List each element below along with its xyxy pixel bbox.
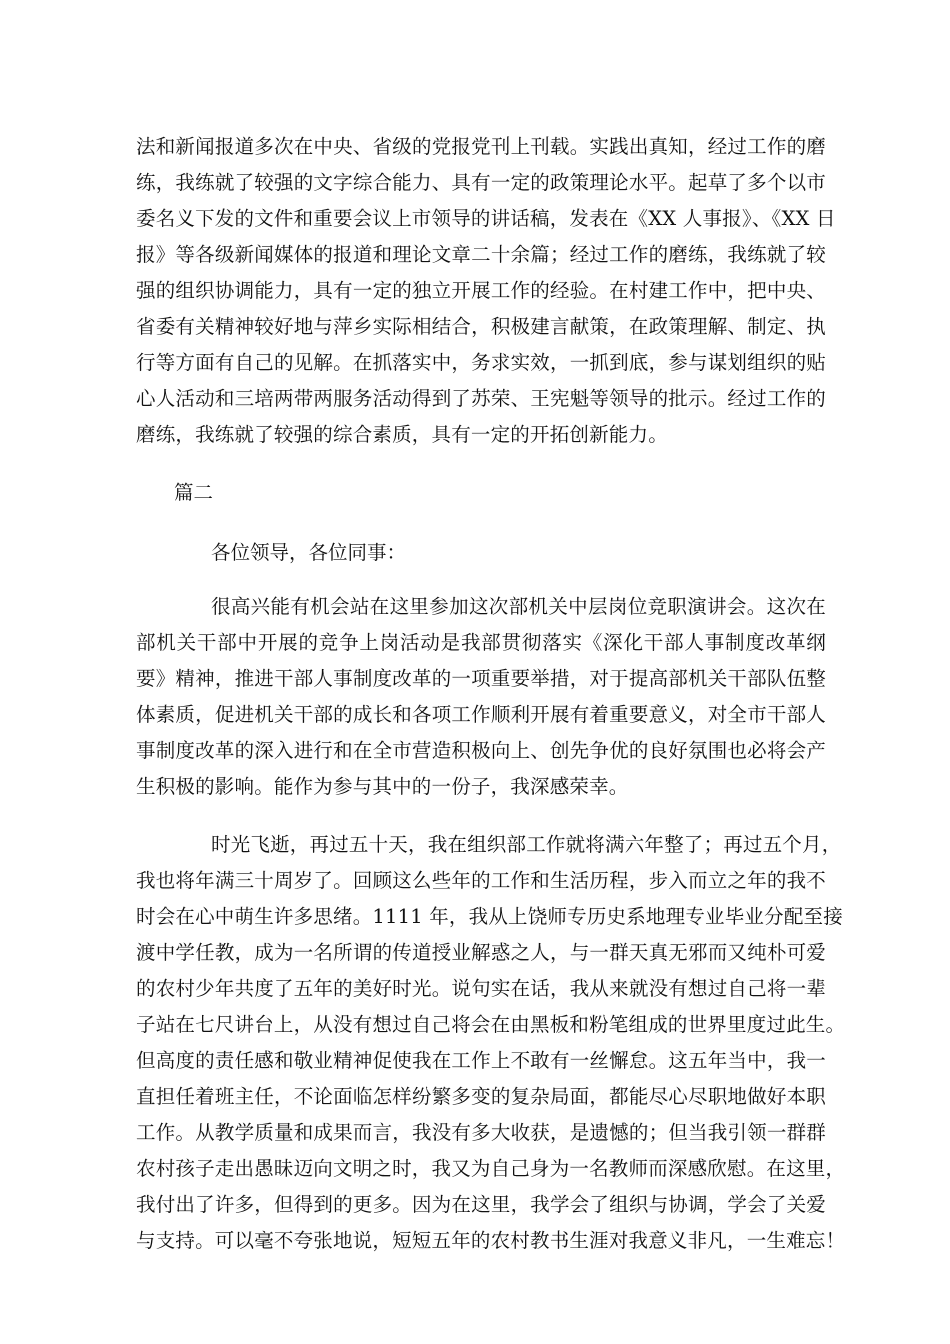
paragraph-line: 部机关干部中开展的竞争上岗活动是我部贯彻落实《深化干部人事制度改革纲: [136, 631, 826, 654]
paragraph-line: 法和新闻报道多次在中央、省级的党报党刊上刊载。实践出真知，经过工作的磨: [136, 135, 826, 158]
paragraph-line: 报》等各级新闻媒体的报道和理论文章二十余篇；经过工作的磨练，我练就了较: [136, 243, 826, 266]
section-heading: 篇二: [174, 481, 214, 504]
paragraph-line: 时光飞逝，再过五十天，我在组织部工作就将满六年整了；再过五个月，: [211, 833, 842, 856]
paragraph-line: 农村孩子走出愚昧迈向文明之时，我又为自己身为一名教师而深感欣慰。在这里，: [136, 1157, 846, 1180]
paragraph-line: 与支持。可以毫不夸张地说，短短五年的农村教书生涯对我意义非凡，一生难忘！: [136, 1229, 846, 1252]
paragraph-line: 我付出了许多，但得到的更多。因为在这里，我学会了组织与协调，学会了关爱: [136, 1193, 826, 1216]
paragraph-line: 要》精神，推进干部人事制度改革的一项重要举措，对于提高部机关干部队伍整: [136, 667, 826, 690]
paragraph-line: 体素质，促进机关干部的成长和各项工作顺利开展有着重要意义，对全市干部人: [136, 703, 826, 726]
paragraph-line: 强的组织协调能力，具有一定的独立开展工作的经验。在村建工作中，把中央、: [136, 279, 826, 302]
paragraph-line: 渡中学任教，成为一名所谓的传道授业解惑之人，与一群天真无邪而又纯朴可爱: [136, 941, 826, 964]
paragraph-line: 省委有关精神较好地与萍乡实际相结合，积极建言献策，在政策理解、制定、执: [136, 315, 826, 338]
paragraph-line: 时会在心中萌生许多思绪。1111 年，我从上饶师专历史系地理专业毕业分配至接: [136, 905, 843, 928]
paragraph-line: 子站在七尺讲台上，从没有想过自己将会在由黑板和粉笔组成的世界里度过此生。: [136, 1013, 846, 1036]
paragraph-line: 的农村少年共度了五年的美好时光。说句实在话，我从来就没有想过自己将一辈: [136, 977, 826, 1000]
paragraph-line: 工作。从教学质量和成果而言，我没有多大收获，是遗憾的；但当我引领一群群: [136, 1121, 826, 1144]
paragraph-line: 但高度的责任感和敬业精神促使我在工作上不敢有一丝懈怠。这五年当中，我一: [136, 1049, 826, 1072]
paragraph-line: 我也将年满三十周岁了。回顾这么些年的工作和生活历程，步入而立之年的我不: [136, 869, 826, 892]
paragraph-line: 事制度改革的深入进行和在全市营造积极向上、创先争优的良好氛围也必将会产: [136, 739, 826, 762]
paragraph-line: 磨练，我练就了较强的综合素质，具有一定的开拓创新能力。: [136, 423, 668, 446]
salutation: 各位领导，各位同事：: [211, 541, 407, 564]
paragraph-line: 心人活动和三培两带两服务活动得到了苏荣、王宪魁等领导的批示。经过工作的: [136, 387, 826, 410]
paragraph-line: 委名义下发的文件和重要会议上市领导的讲话稿，发表在《XX 人事报》、《XX 日: [136, 207, 836, 230]
paragraph-line: 直担任着班主任，不论面临怎样纷繁多变的复杂局面，都能尽心尽职地做好本职: [136, 1085, 826, 1108]
paragraph-line: 练，我练就了较强的文字综合能力、具有一定的政策理论水平。起草了多个以市: [136, 171, 826, 194]
paragraph-line: 很高兴能有机会站在这里参加这次部机关中层岗位竞职演讲会。这次在: [211, 595, 826, 618]
paragraph-line: 行等方面有自己的见解。在抓落实中，务求实效，一抓到底，参与谋划组织的贴: [136, 351, 826, 374]
paragraph-line: 生积极的影响。能作为参与其中的一份子，我深感荣幸。: [136, 775, 629, 798]
